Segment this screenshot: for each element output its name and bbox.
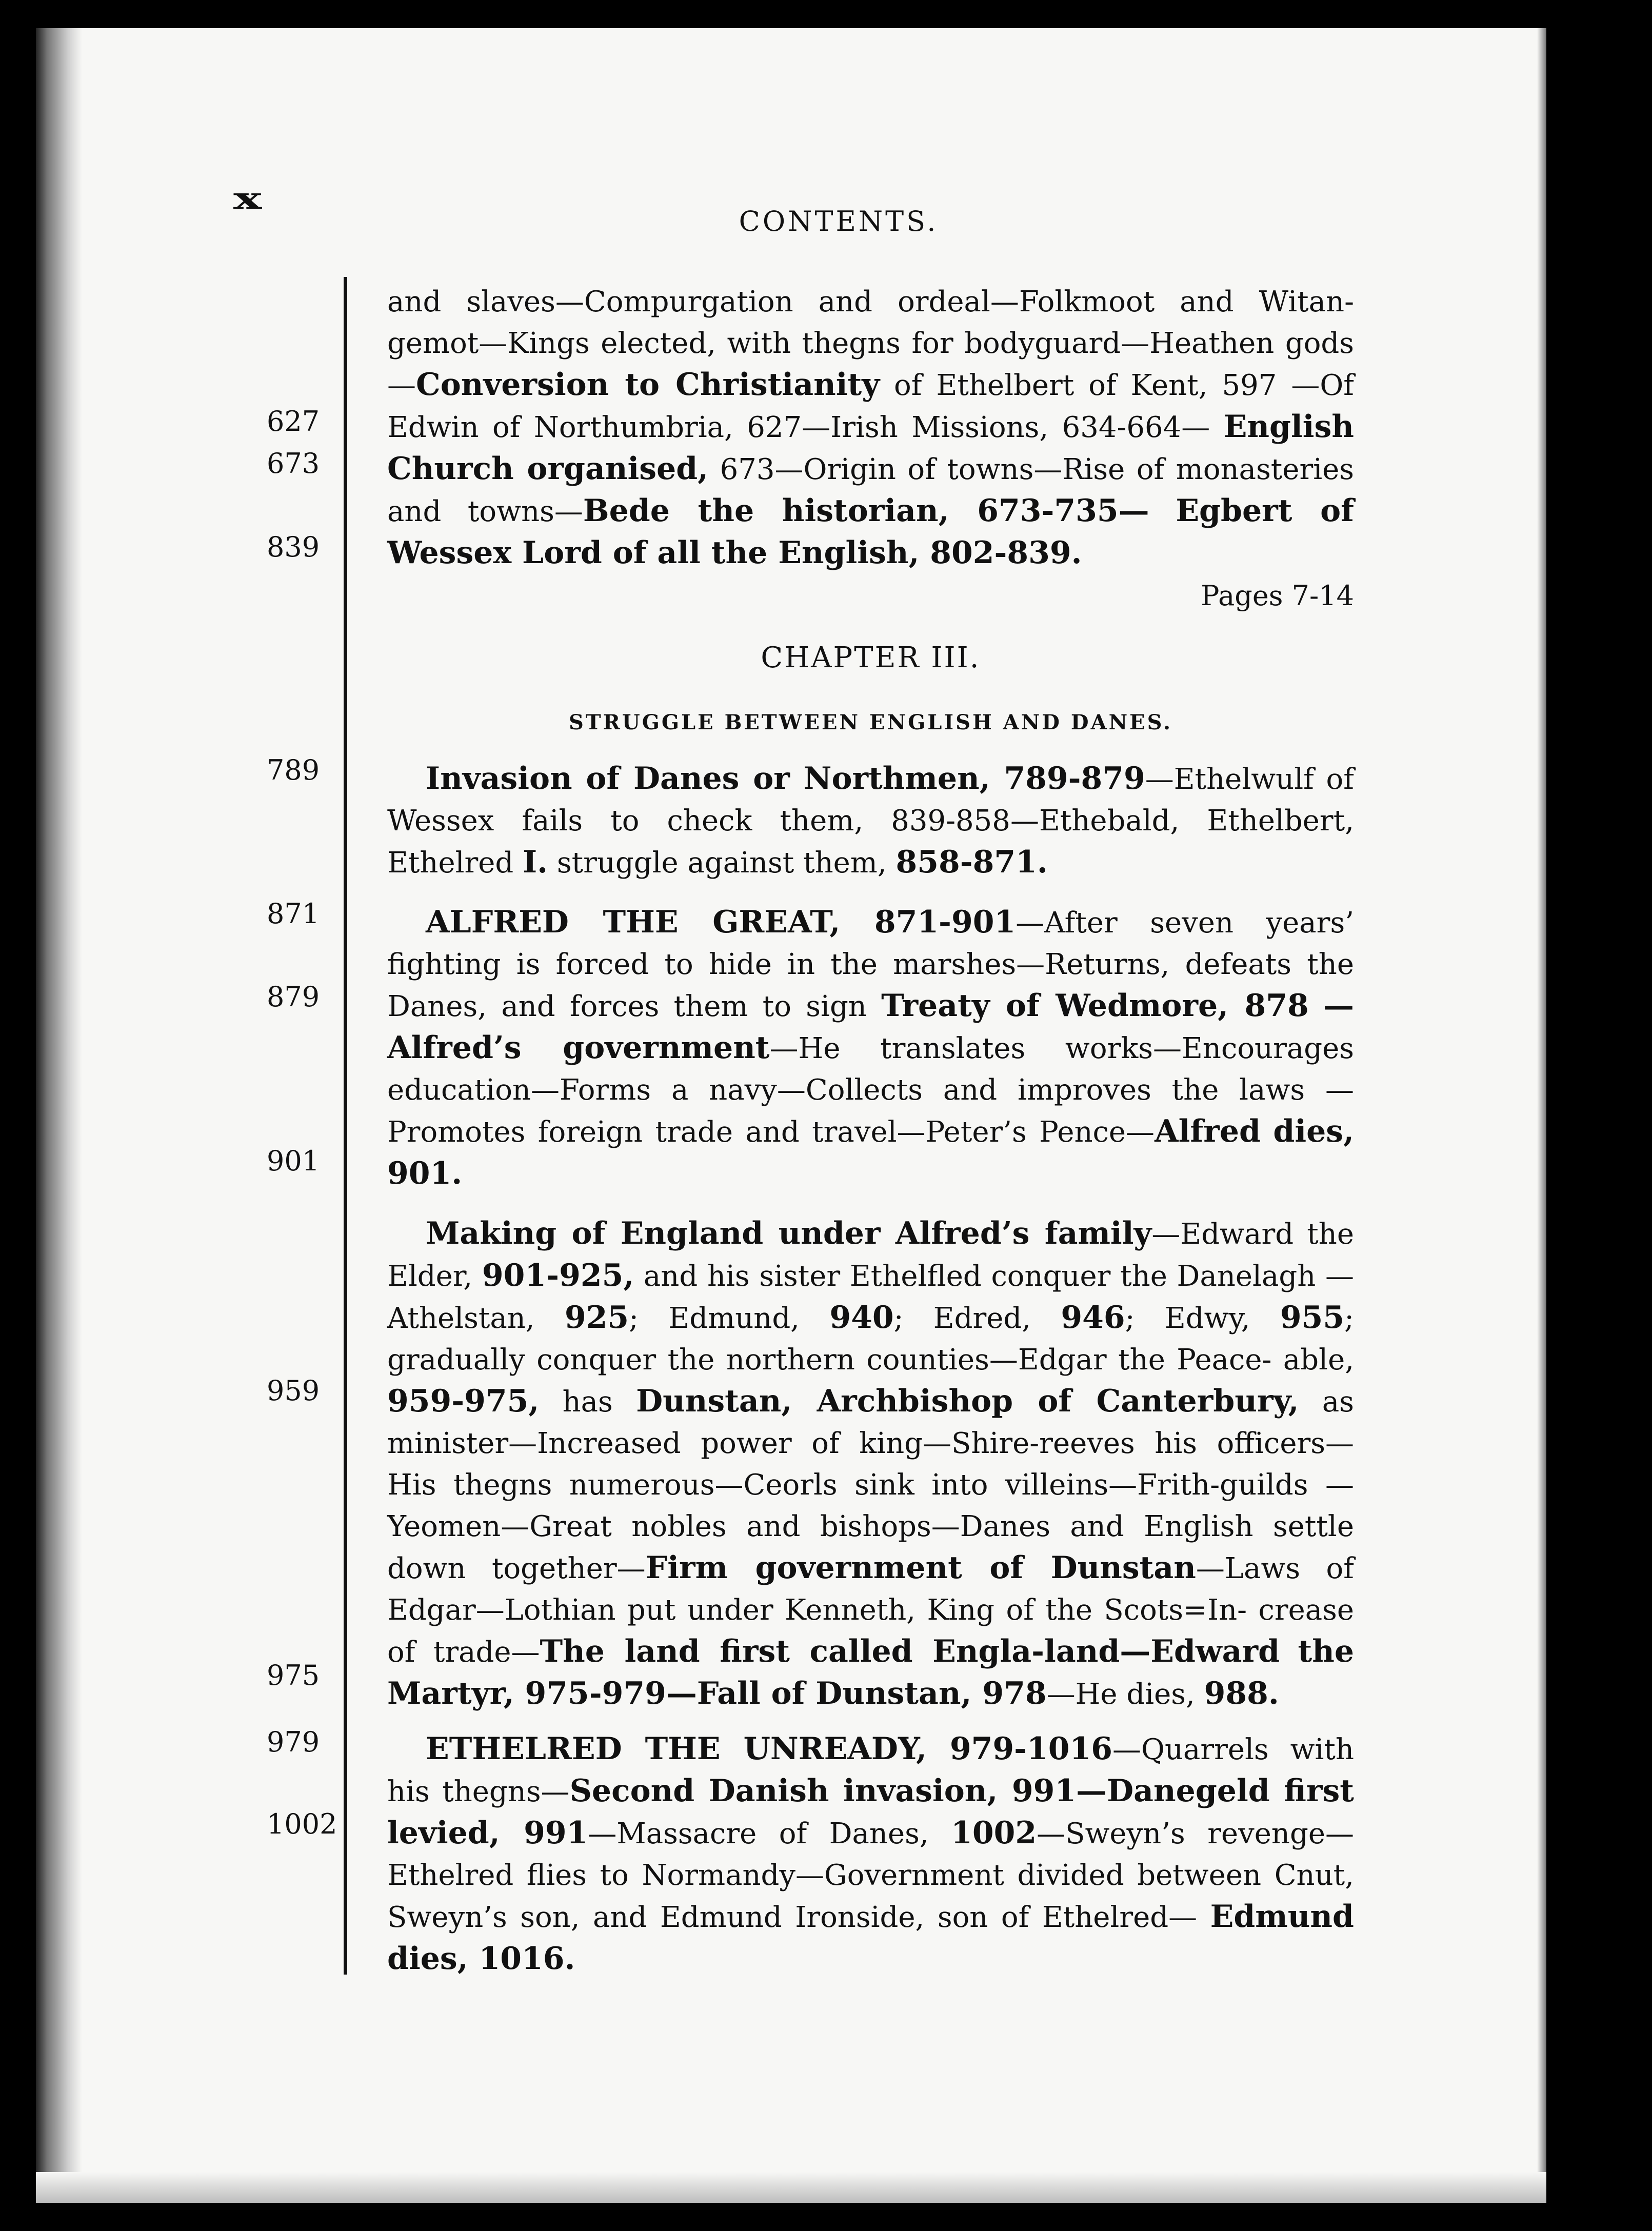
margin-year: 673 xyxy=(267,447,320,480)
text-run: gemot—Kings elected, with thegns for bodyguard—Heathen xyxy=(387,327,1275,360)
margin-year: 839 xyxy=(267,531,320,563)
text-run: education—Forms a navy—Collects and improves the laws xyxy=(387,1073,1305,1107)
margin-year: 789 xyxy=(267,754,320,786)
bold-text-run: Alfred xyxy=(1155,1113,1261,1149)
text-run: —Laws xyxy=(1196,1552,1301,1585)
bold-text-run: Second Danish invasion, 991—Danegeld first xyxy=(569,1773,1354,1809)
text-run: His thegns numerous—Ceorls sink into villeins—Frith-guilds xyxy=(387,1468,1308,1502)
text-run: —Promotes foreign trade and travel—Peter’s Pence— xyxy=(387,1073,1354,1149)
bold-text-run: I. xyxy=(523,844,548,880)
text-paragraph xyxy=(387,902,1354,1195)
text-paragraph xyxy=(387,758,1354,884)
text-run: 673—Origin of towns—Rise of xyxy=(708,453,1165,486)
margin-year: 979 xyxy=(267,1726,320,1758)
text-run: monasteries and towns— xyxy=(387,453,1355,528)
margin-year: 959 xyxy=(267,1375,320,1407)
chapter3-text xyxy=(387,1213,1354,1715)
bold-text-run: 988. xyxy=(1204,1676,1279,1711)
text-run: of Edgar—Lothian put under Kenneth, King of the Scots=In- xyxy=(387,1552,1354,1627)
text-run: ; Edmund, xyxy=(629,1302,830,1335)
bold-text-run: 940 xyxy=(829,1300,894,1336)
bold-text-run: 959-975, xyxy=(387,1383,540,1419)
bold-text-run: levied, 991 xyxy=(387,1815,588,1851)
bold-text-run: 1002 xyxy=(951,1815,1037,1851)
bold-text-run: —Alfred’s government xyxy=(387,988,1354,1066)
text-run: Ethelred flies to Normandy—Government divided between xyxy=(387,1859,1262,1892)
text-run: Ethelred xyxy=(387,846,523,880)
text-run: Wessex fails to check them, 839-858—Ethebald, Ethelbert, xyxy=(387,804,1354,838)
margin-year: 627 xyxy=(267,405,320,437)
text-run: minister—Increased power of king—Shire-reeves his officers— xyxy=(387,1427,1354,1460)
text-run: —He dies, xyxy=(1046,1678,1204,1711)
text-run: ; Edred, xyxy=(893,1302,1061,1335)
text-run: his thegns— xyxy=(387,1775,570,1808)
text-run: —Massacre of Danes, xyxy=(588,1817,951,1850)
chapter3-text xyxy=(387,1728,1354,1980)
bold-text-run: Dunstan, Archbishop of Canterbury, xyxy=(636,1383,1299,1419)
margin-year: 871 xyxy=(267,898,320,930)
margin-year: 879 xyxy=(267,981,320,1013)
chapter3-text xyxy=(387,758,1354,884)
text-run: gradually conquer the northern counties—Edgar the Peace- xyxy=(387,1343,1272,1377)
text-run: crease of trade— xyxy=(387,1593,1354,1669)
text-paragraph xyxy=(387,1213,1354,1715)
bold-text-run: Conversion to Christianity xyxy=(416,367,880,403)
text-run: the Danes, and forces them to sign xyxy=(387,948,1354,1023)
text-run: —Sweyn’s revenge— xyxy=(1037,1817,1354,1850)
bold-text-run: Egbert of Wessex Lord of all the English, 802-839. xyxy=(387,493,1354,571)
text-run: —Quarrels with xyxy=(1112,1733,1355,1766)
text-run: settle down together— xyxy=(387,1510,1354,1585)
text-run: able, xyxy=(1283,1343,1355,1377)
bold-text-run: dies, 901. xyxy=(387,1113,1354,1191)
page-edge-shadow xyxy=(1537,28,1546,2203)
running-title: CONTENTS. xyxy=(739,205,939,237)
bold-text-run: ALFRED THE GREAT, 871-901 xyxy=(426,904,1016,940)
bold-text-run: The land first called Engla-land—Edward xyxy=(540,1634,1280,1669)
bold-text-run: the Martyr, 975-979—Fall of Dunstan, 978 xyxy=(387,1634,1354,1711)
bold-text-run: Edmund dies, 1016. xyxy=(387,1899,1354,1977)
bold-text-run: Invasion of Danes or Northmen, 789-879 xyxy=(426,761,1145,796)
text-run: fighting is forced to hide in the marshes—Returns, defeats xyxy=(387,948,1292,981)
chapter-heading: CHAPTER III. xyxy=(761,641,981,674)
text-run: has xyxy=(539,1385,636,1419)
bold-text-run: 955 xyxy=(1280,1300,1345,1336)
page-range: Pages 7-14 xyxy=(1201,580,1354,612)
text-run: —Yeomen—Great nobles and bishops—Danes and English xyxy=(387,1468,1354,1543)
text-run: as xyxy=(1299,1385,1354,1419)
text-paragraph xyxy=(387,1728,1354,1980)
spine-shadow xyxy=(36,28,82,2203)
text-run: —He translates works—Encourages xyxy=(769,1032,1354,1065)
bold-text-run: ETHELRED THE UNREADY, 979-1016 xyxy=(426,1731,1113,1767)
bold-text-run: 925 xyxy=(564,1300,629,1336)
chapter2-tail-text xyxy=(387,281,1354,574)
margin-year: 1002 xyxy=(267,1808,337,1840)
text-run: and slaves—Compurgation and ordeal—Folkmoot and Witan- xyxy=(387,285,1354,318)
margin-year: 975 xyxy=(267,1659,320,1691)
text-run: —Of Edwin of Northumbria, 627—Irish Missions, 634-664— xyxy=(387,369,1354,444)
text-run: Elder, xyxy=(387,1260,482,1293)
margin-year: 901 xyxy=(267,1145,320,1177)
bold-text-run: Making of England under Alfred’s family xyxy=(426,1216,1152,1251)
text-run: Cnut, Sweyn’s son, and Edmund Ironside, son of Ethelred— xyxy=(387,1859,1354,1934)
bold-text-run: Firm government of Dunstan xyxy=(645,1550,1196,1586)
text-run: —Edward the xyxy=(1151,1218,1354,1251)
text-run: gods— xyxy=(387,327,1354,402)
bold-text-run: 858-871. xyxy=(895,844,1048,880)
text-run: —Ethelwulf of xyxy=(1145,763,1354,796)
bold-text-run: English Church organised, xyxy=(387,409,1354,487)
bold-text-run: 946 xyxy=(1061,1300,1125,1336)
chapter-subtitle: STRUGGLE BETWEEN ENGLISH AND DANES. xyxy=(568,710,1173,734)
bold-text-run: Bede the historian, 673-735— xyxy=(583,493,1149,529)
chapter3-text xyxy=(387,902,1354,1195)
text-paragraph xyxy=(387,281,1354,574)
text-run: ; Edwy, xyxy=(1125,1302,1280,1335)
text-run: and his sister Ethelfled conquer the Danelagh xyxy=(634,1260,1316,1293)
bold-text-run: Treaty of Wedmore, 878 xyxy=(881,988,1309,1024)
bold-text-run: 901-925, xyxy=(482,1258,634,1293)
text-run: of Ethelbert of Kent, 597 xyxy=(880,369,1277,402)
page-numeral: x xyxy=(233,181,258,216)
text-run: —After seven years’ xyxy=(1016,906,1354,940)
page-bottom-shadow xyxy=(36,2172,1546,2203)
text-run: —Athelstan, xyxy=(387,1260,1354,1335)
text-run: ; xyxy=(1344,1302,1355,1335)
text-run: struggle against them, xyxy=(548,846,896,880)
